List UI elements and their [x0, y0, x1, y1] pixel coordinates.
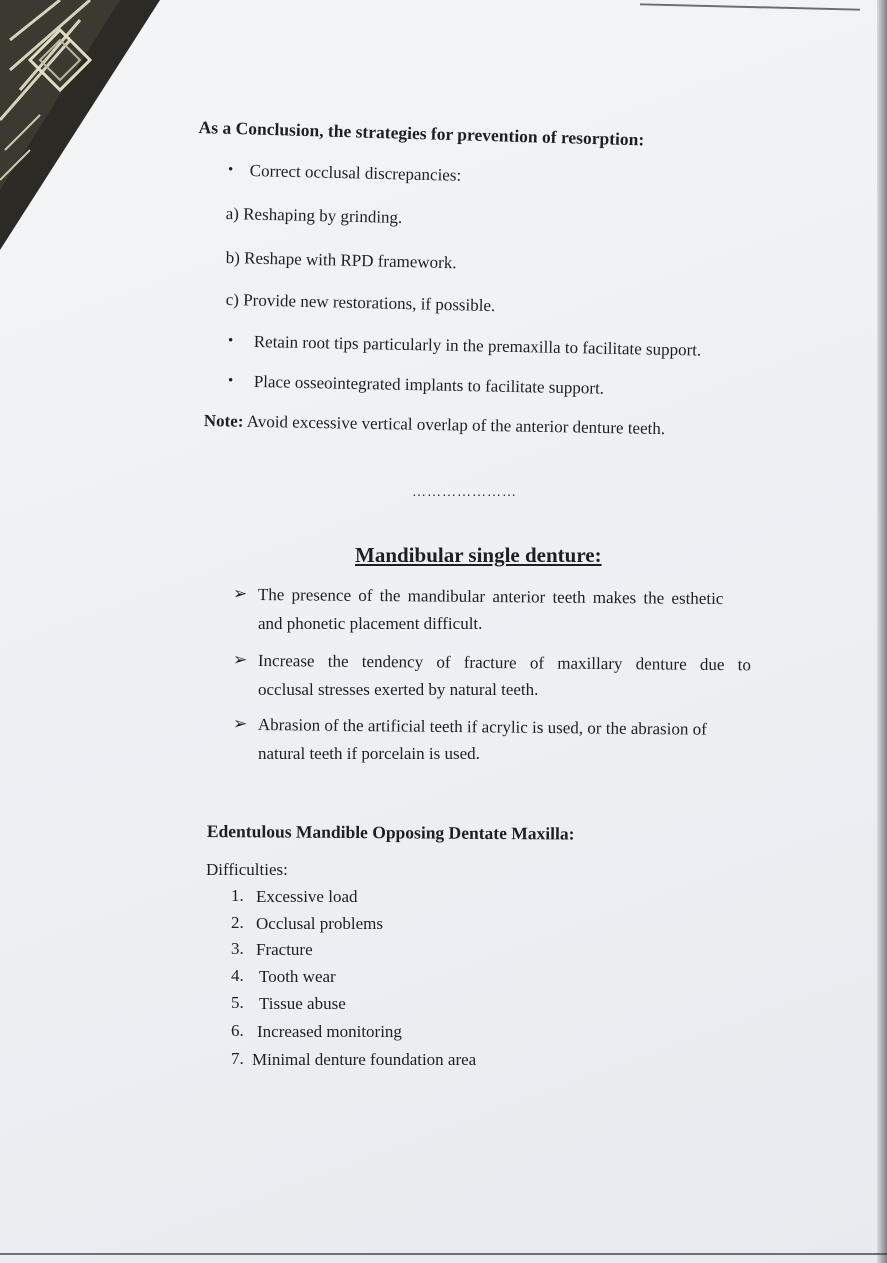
list-number: 3. [231, 939, 244, 958]
list-item: Increased monitoring [257, 1022, 402, 1041]
list-item: Tooth wear [259, 967, 336, 986]
list-number: 6. [231, 1021, 244, 1040]
sub-item-c: c) Provide new restorations, if possible. [225, 289, 496, 316]
list-number: 5. [231, 993, 244, 1012]
list-number: 4. [231, 966, 244, 985]
bullet-dot: • [228, 162, 234, 178]
mandibular-point-1-line1: The presence of the mandibular anterior teeth makes the esthetic [257, 584, 724, 609]
mandibular-point-3-line1: Abrasion of the artificial teeth if acrylic is used, or the abrasion of [257, 714, 707, 739]
mandibular-point-1-line2: and phonetic placement difficult. [258, 614, 483, 633]
sub-item-b: b) Reshape with RPD framework. [225, 247, 457, 273]
edentulous-heading: Edentulous Mandible Opposing Dentate Maxilla: [206, 821, 575, 844]
difficulties-label: Difficulties: [206, 860, 288, 879]
bullet-dot: • [228, 373, 234, 389]
bullet-implants: Place osseointegrated implants to facilitate support. [253, 371, 605, 398]
list-number: 2. [231, 913, 244, 932]
mandibular-title: Mandibular single denture: [355, 543, 602, 567]
arrow-bullet-icon: ➢ [233, 584, 248, 603]
conclusion-heading: As a Conclusion, the strategies for prevention of resorption: [198, 116, 645, 150]
mandibular-point-3-line2: natural teeth if porcelain is used. [258, 744, 480, 763]
section-separator: ………………… [412, 485, 517, 500]
list-item: Minimal denture foundation area [252, 1050, 477, 1069]
list-item: Tissue abuse [259, 994, 346, 1013]
arrow-bullet-icon: ➢ [233, 714, 248, 733]
list-number: 7. [231, 1049, 244, 1068]
list-item: Excessive load [256, 887, 358, 906]
note-text: Avoid excessive vertical overlap of the anterior denture teeth. [246, 411, 666, 439]
bottom-edge-line [0, 1253, 887, 1255]
list-item: Fracture [256, 940, 313, 959]
mandibular-point-2-line1: Increase the tendency of fracture of maxillary denture due to [257, 650, 752, 675]
top-edge-line [640, 3, 860, 10]
fabric-corner-pattern [0, 0, 160, 250]
mandibular-point-2-line2: occlusal stresses exerted by natural teeth. [258, 680, 539, 699]
list-number: 1. [231, 886, 244, 905]
right-page-edge [877, 0, 887, 1263]
note-line [204, 410, 666, 440]
note-label: Note: [203, 410, 244, 431]
list-item: Occlusal problems [256, 914, 383, 933]
bullet-dot: • [228, 333, 234, 349]
arrow-bullet-icon: ➢ [233, 650, 248, 669]
bullet-retain-root-tips: Retain root tips particularly in the premaxilla to facilitate support. [253, 331, 702, 360]
bullet-correct-occlusal: Correct occlusal discrepancies: [249, 160, 462, 185]
sub-item-a: a) Reshaping by grinding. [225, 203, 403, 228]
